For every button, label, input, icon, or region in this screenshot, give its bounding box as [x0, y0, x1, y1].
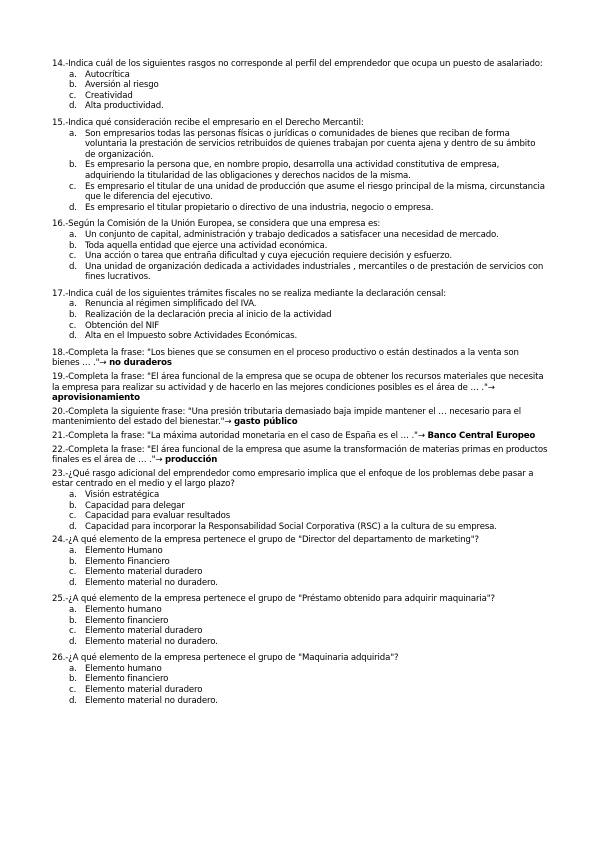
option-marker: d.: [69, 101, 77, 112]
option-list: [52, 299, 548, 341]
question-text: 22.-Completa la frase: "El área funcional de la empresa que asume la transformación de materias primas en productos finales es el área de … ."→: [52, 444, 548, 466]
option-text: Son empresarios todas las personas físicas o jurídicas o comunidades de bienes que reciban de forma voluntaria la prestación de servicios retribuidos de quienes trabajan por cuenta ajena y dentro de su ámbito de organización.: [85, 128, 536, 160]
option-text: Elemento material no duradero.: [85, 577, 218, 588]
option-text: Elemento humano: [85, 604, 162, 615]
option-marker: b.: [69, 500, 77, 511]
option-d: [69, 521, 548, 533]
question-text: 16.-Según la Comisión de la Unión Europea, se considera que una empresa es:: [52, 219, 381, 230]
question-14: [52, 59, 548, 112]
question-text: 20.-Completa la siguiente frase: "Una presión tributaria demasiado baja impide mantener el … necesario para el mantenimiento del estado del bienestar."→: [52, 406, 522, 428]
question-text: 18.-Completa la frase: "Los bienes que se consumen en el proceso productivo o están destinados a la venta son bienes … ."→: [52, 347, 519, 369]
question-19: [52, 372, 548, 404]
option-marker: a.: [69, 545, 77, 556]
option-b: [69, 500, 548, 512]
option-a: [69, 128, 548, 161]
question-17: [52, 289, 548, 342]
option-text: Elemento humano: [85, 663, 162, 674]
option-c: [69, 567, 548, 578]
question-22: [52, 445, 548, 466]
question-24: [52, 535, 548, 588]
option-marker: b.: [69, 240, 77, 251]
option-text: Renuncia al régimen simplificado del IVA.: [85, 299, 257, 310]
question-text: 25.-¿A qué elemento de la empresa pertenece el grupo de "Préstamo obtenido para adquirir maquinaria"?: [52, 594, 495, 605]
option-c: [69, 251, 548, 262]
option-marker: d.: [69, 636, 77, 647]
option-text: Elemento financiero: [85, 674, 169, 685]
option-text: Elemento Humano: [85, 545, 163, 556]
option-text: Es empresario la persona que, en nombre propio, desarrolla una actividad constitutiva de empresa, adquiriendo la titularidad de las obligaciones y derechos nacidos de la misma.: [85, 160, 500, 181]
option-a: [69, 663, 548, 675]
option-marker: d.: [69, 331, 77, 342]
option-b: [69, 240, 548, 252]
question-18: [52, 348, 548, 369]
option-marker: b.: [69, 160, 77, 171]
option-d: [69, 636, 548, 648]
option-list: [52, 129, 548, 214]
option-list: [52, 490, 548, 532]
option-text: Visión estratégica: [85, 489, 160, 500]
question-text: 14.-Indica cuál de los siguientes rasgos no corresponde al perfil del emprendedor que ocupa un puesto de asalariado:: [52, 59, 543, 69]
option-text: Aversión al riesgo: [85, 80, 159, 91]
option-b: [69, 674, 548, 685]
option-text: Realización de la declaración precia al inicio de la actividad: [85, 310, 332, 321]
option-marker: c.: [69, 320, 77, 331]
answer: producción: [165, 455, 218, 466]
option-text: Elemento material no duradero.: [85, 695, 218, 706]
question-text: 19.-Completa la frase: "El área funcional de la empresa que se ocupa de obtener los recursos materiales que necesita la empresa para realizar su actividad y de hacerlo en las mejores condiciones posibles es el área de … ."→: [52, 372, 544, 393]
option-marker: d.: [69, 695, 77, 706]
option-marker: c.: [69, 90, 77, 101]
question-list: [52, 59, 548, 712]
question-text: 15.-Indica qué consideración recibe el empresario en el Derecho Mercantil:: [52, 117, 364, 128]
option-b: [69, 615, 548, 627]
option-text: Elemento Financiero: [85, 556, 170, 567]
option-list: [52, 664, 548, 706]
option-a: [69, 69, 548, 81]
option-d: [69, 101, 548, 112]
option-text: Es empresario el titular de una unidad de producción que asume el riesgo principal de la misma, circunstancia que le diferencia del ejecutivo.: [85, 181, 545, 203]
option-text: Un conjunto de capital, administración y trabajo dedicados a satisfacer una necesidad de mercado.: [85, 229, 499, 240]
question-25: [52, 594, 548, 647]
question-text: 23.-¿Qué rasgo adicional del emprendedor como empresario implica que el enfoque de los problemas debe pasar a estar centrado en el medio y el largo plazo?: [52, 468, 534, 490]
question-23: [52, 469, 548, 533]
option-marker: c.: [69, 685, 77, 696]
option-text: Obtención del NIF: [85, 320, 160, 331]
option-marker: d.: [69, 202, 77, 213]
option-marker: a.: [69, 663, 77, 674]
option-text: Creatividad: [85, 90, 133, 101]
answer: gasto público: [234, 417, 298, 428]
option-text: Elemento financiero: [85, 615, 169, 626]
option-c: [69, 511, 548, 522]
question-text: 21.-Completa la frase: "La máxima autoridad monetaria en el caso de España es el … ."→: [52, 431, 428, 441]
option-text: Capacidad para delegar: [85, 500, 185, 511]
option-c: [69, 90, 548, 102]
option-marker: d.: [69, 577, 77, 588]
option-text: Elemento material duradero: [85, 626, 203, 637]
option-marker: b.: [69, 80, 77, 91]
option-a: [69, 299, 548, 310]
option-list: [52, 230, 548, 283]
option-b: [69, 160, 548, 181]
option-marker: a.: [69, 299, 77, 310]
option-text: Alta en el Impuesto sobre Actividades Económicas.: [85, 331, 298, 342]
option-a: [69, 489, 548, 501]
option-marker: c.: [69, 251, 77, 262]
option-text: Autocrítica: [85, 69, 130, 80]
option-c: [69, 685, 548, 696]
option-c: [69, 181, 548, 203]
question-21: [52, 431, 548, 442]
option-c: [69, 320, 548, 332]
option-b: [69, 80, 548, 91]
option-a: [69, 604, 548, 616]
question-text: 26.-¿A qué elemento de la empresa pertenece el grupo de "Maquinaria adquirida"?: [52, 653, 399, 664]
option-marker: c.: [69, 567, 77, 578]
option-text: Es empresario el titular propietario o directivo de una industria, negocio o empresa.: [85, 202, 434, 213]
option-marker: b.: [69, 556, 77, 567]
option-text: Alta productividad.: [85, 101, 164, 112]
option-text: Elemento material duradero: [85, 567, 203, 578]
option-marker: b.: [69, 615, 77, 626]
option-list: [52, 605, 548, 647]
option-marker: d.: [69, 521, 77, 532]
option-a: [69, 545, 548, 557]
option-text: Toda aquella entidad que ejerce una actividad económica.: [85, 240, 328, 251]
option-text: Elemento material duradero: [85, 685, 203, 696]
option-marker: a.: [69, 69, 77, 80]
option-marker: c.: [69, 626, 77, 637]
option-marker: a.: [69, 489, 77, 500]
option-list: [52, 70, 548, 112]
option-a: [69, 229, 548, 241]
answer: Banco Central Europeo: [427, 431, 536, 441]
option-d: [69, 202, 548, 214]
question-20: [52, 407, 548, 428]
option-marker: b.: [69, 674, 77, 685]
option-marker: c.: [69, 181, 77, 192]
option-b: [69, 310, 548, 321]
option-marker: a.: [69, 229, 77, 240]
option-text: Elemento material no duradero.: [85, 636, 218, 647]
option-d: [69, 695, 548, 707]
option-text: Capacidad para evaluar resultados: [85, 511, 231, 522]
option-marker: b.: [69, 310, 77, 321]
option-marker: a.: [69, 604, 77, 615]
option-c: [69, 626, 548, 637]
option-d: [69, 261, 548, 283]
option-marker: c.: [69, 511, 77, 522]
question-16: [52, 219, 548, 283]
option-text: Capacidad para incorporar la Responsabilidad Social Corporativa (RSC) a la cultura de su empresa.: [85, 521, 497, 532]
question-text: 24.-¿A qué elemento de la empresa pertenece el grupo de "Director del departamento de marketing"?: [52, 535, 479, 546]
option-b: [69, 556, 548, 568]
option-marker: d.: [69, 261, 77, 272]
option-marker: a.: [69, 128, 77, 139]
question-15: [52, 118, 548, 213]
option-text: Una acción o tarea que entraña dificultad y cuya ejecución requiere decisión y esfuerzo.: [85, 251, 452, 262]
option-text: Una unidad de organización dedicada a actividades industriales , mercantiles o de prestación de servicios con fines lucrativos.: [85, 261, 544, 283]
question-26: [52, 653, 548, 706]
answer: aprovisionamiento: [52, 393, 140, 404]
question-text: 17.-Indica cuál de los siguientes trámites fiscales no se realiza mediante la declaración censal:: [52, 288, 447, 299]
answer: no duraderos: [109, 358, 172, 369]
option-d: [69, 577, 548, 589]
option-d: [69, 331, 548, 342]
option-list: [52, 546, 548, 588]
